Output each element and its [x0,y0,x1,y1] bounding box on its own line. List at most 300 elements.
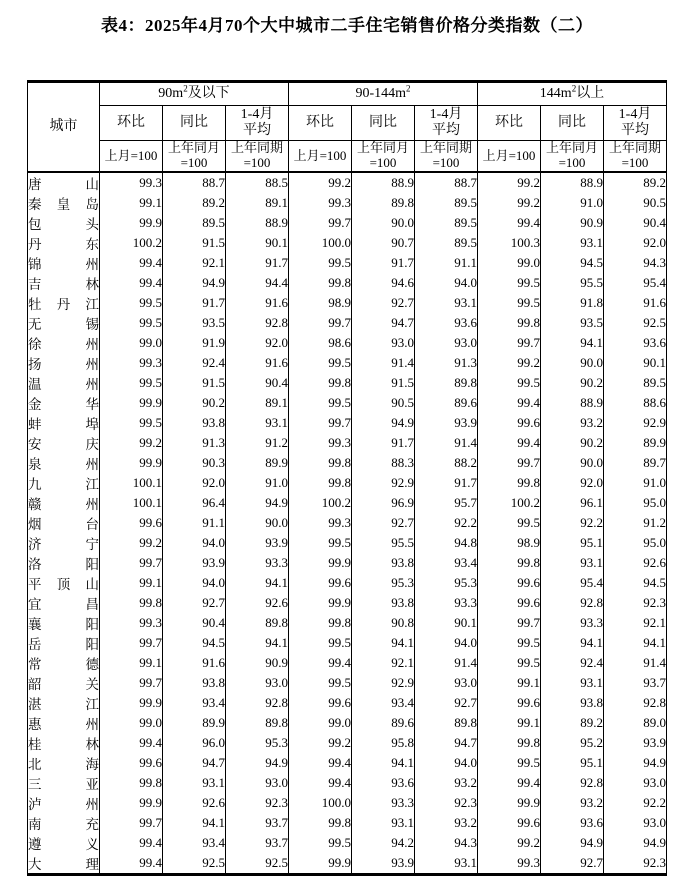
value-cell: 90.2 [163,393,226,413]
value-cell: 99.5 [478,513,541,533]
value-cell: 92.9 [352,673,415,693]
value-cell: 98.9 [478,533,541,553]
value-cell: 90.9 [541,213,604,233]
value-cell: 91.4 [604,653,667,673]
city-char: 亚 [85,777,99,793]
city-name [28,713,99,733]
city-char: 阳 [85,617,99,633]
value-cell: 100.1 [100,473,163,493]
value-cell: 99.9 [289,853,352,875]
city-char: 大 [28,857,42,873]
value-cell: 93.3 [352,793,415,813]
metric-header-0-0: 环比 [100,106,163,141]
value-cell: 93.2 [415,773,478,793]
value-cell: 99.8 [289,613,352,633]
value-cell: 98.6 [289,333,352,353]
value-cell: 92.5 [163,853,226,875]
value-cell: 99.7 [478,613,541,633]
metric-header-0-2: 1-4月 平均 [226,106,289,141]
city-cell [28,613,100,633]
value-cell: 99.8 [289,473,352,493]
value-cell: 99.5 [289,393,352,413]
value-cell: 99.6 [289,573,352,593]
city-cell [28,853,100,875]
value-cell: 93.9 [352,853,415,875]
city-name [28,513,99,533]
table-row [28,473,667,493]
value-cell: 99.4 [478,393,541,413]
value-cell: 99.2 [289,733,352,753]
value-cell: 93.0 [415,333,478,353]
city-char: 州 [85,457,99,473]
city-char: 湛 [28,697,42,713]
value-cell: 98.9 [289,293,352,313]
city-char: 九 [28,477,42,493]
base-header-0-2: 上年同期 =100 [226,141,289,173]
value-cell: 89.8 [226,613,289,633]
value-cell: 99.5 [289,633,352,653]
value-cell: 100.0 [289,793,352,813]
value-cell: 88.3 [352,453,415,473]
value-cell: 94.5 [541,253,604,273]
value-cell: 94.9 [604,753,667,773]
value-cell: 93.9 [604,733,667,753]
value-cell: 89.8 [415,373,478,393]
value-cell: 92.3 [604,593,667,613]
city-char: 关 [85,677,99,693]
value-cell: 93.1 [352,813,415,833]
value-cell: 95.3 [352,573,415,593]
value-cell: 99.0 [100,333,163,353]
value-cell: 92.8 [541,593,604,613]
value-cell: 94.7 [163,753,226,773]
value-cell: 99.1 [100,193,163,213]
value-cell: 99.6 [478,593,541,613]
table-row [28,213,667,233]
value-cell: 89.5 [415,193,478,213]
value-cell: 89.8 [352,193,415,213]
city-cell [28,333,100,353]
table-row [28,633,667,653]
value-cell: 95.0 [604,493,667,513]
table-row [28,573,667,593]
value-cell: 91.7 [163,293,226,313]
value-cell: 99.6 [478,813,541,833]
metric-header-2-2: 1-4月 平均 [604,106,667,141]
city-char: 台 [85,517,99,533]
city-char: 州 [85,257,99,273]
value-cell: 93.1 [541,233,604,253]
value-cell: 99.5 [100,313,163,333]
city-char: 赣 [28,497,42,513]
base-header-1-2: 上年同期 =100 [415,141,478,173]
city-char: 宜 [28,597,42,613]
city-cell [28,413,100,433]
table-row [28,853,667,875]
city-char: 遵 [28,837,42,853]
value-cell: 92.4 [541,653,604,673]
value-cell: 99.8 [478,313,541,333]
value-cell: 92.2 [415,513,478,533]
city-name [28,673,99,693]
price-index-table [27,80,667,876]
value-cell: 99.5 [478,753,541,773]
value-cell: 99.7 [478,333,541,353]
value-cell: 92.8 [226,693,289,713]
value-cell: 89.6 [352,713,415,733]
table-row [28,493,667,513]
value-cell: 89.9 [604,433,667,453]
city-cell [28,813,100,833]
value-cell: 90.8 [352,613,415,633]
city-char: 常 [28,657,42,673]
value-cell: 94.5 [163,633,226,653]
city-cell [28,172,100,193]
value-cell: 93.4 [163,833,226,853]
metric-header-1-1: 同比 [352,106,415,141]
city-char: 安 [28,437,42,453]
city-cell [28,353,100,373]
value-cell: 93.4 [352,693,415,713]
value-cell: 99.4 [289,773,352,793]
value-cell: 94.3 [604,253,667,273]
city-char: 州 [85,337,99,353]
value-cell: 94.8 [415,533,478,553]
value-cell: 90.4 [163,613,226,633]
value-cell: 99.4 [100,833,163,853]
city-char: 南 [28,817,42,833]
city-char: 充 [85,817,99,833]
value-cell: 93.4 [163,693,226,713]
value-cell: 93.7 [604,673,667,693]
value-cell: 89.5 [604,373,667,393]
value-cell: 93.4 [415,553,478,573]
value-cell: 99.0 [478,253,541,273]
value-cell: 94.1 [352,753,415,773]
city-char: 烟 [28,517,42,533]
city-name [28,193,99,213]
table-row [28,313,667,333]
group-header-1: $90-144m^2$ [289,82,478,106]
city-char: 徐 [28,337,42,353]
value-cell: 93.2 [415,813,478,833]
city-char: 泉 [28,457,42,473]
city-char: 理 [85,857,99,873]
value-cell: 99.8 [100,593,163,613]
city-char: 头 [85,217,99,233]
value-cell: 91.7 [226,253,289,273]
value-cell: 91.0 [226,473,289,493]
value-cell: 93.0 [226,773,289,793]
value-cell: 99.9 [100,453,163,473]
table-row [28,373,667,393]
value-cell: 99.3 [100,172,163,193]
city-name [28,493,99,513]
value-cell: 91.6 [163,653,226,673]
base-header-0-0: 上月=100 [100,141,163,173]
metric-header-1-0: 环比 [289,106,352,141]
value-cell: 93.7 [226,833,289,853]
value-cell: 88.6 [604,393,667,413]
table-row [28,293,667,313]
table-row [28,273,667,293]
table-row [28,733,667,753]
value-cell: 91.1 [163,513,226,533]
value-cell: 92.8 [226,313,289,333]
city-char: 山 [85,177,99,193]
value-cell: 96.0 [163,733,226,753]
city-char: 牡 [28,297,42,313]
base-header-1-1: 上年同月 =100 [352,141,415,173]
value-cell: 91.4 [415,433,478,453]
city-char: 吉 [28,277,42,293]
city-char: 义 [85,837,99,853]
city-cell [28,573,100,593]
value-cell: 99.5 [478,633,541,653]
value-cell: 99.2 [289,172,352,193]
value-cell: 94.7 [415,733,478,753]
city-name [28,553,99,573]
value-cell: 99.4 [289,753,352,773]
value-cell: 92.0 [163,473,226,493]
city-cell [28,393,100,413]
value-cell: 99.2 [478,833,541,853]
value-cell: 99.3 [100,353,163,373]
value-cell: 99.4 [478,433,541,453]
value-cell: 92.7 [163,593,226,613]
city-char: 江 [85,477,99,493]
value-cell: 94.9 [163,273,226,293]
value-cell: 93.1 [541,553,604,573]
value-cell: 93.6 [541,813,604,833]
value-cell: 99.3 [478,853,541,875]
value-cell: 89.1 [226,393,289,413]
superscript: 2 [571,83,577,94]
table-body [28,172,667,875]
table-row [28,613,667,633]
value-cell: 91.5 [163,373,226,393]
table-row [28,353,667,373]
value-cell: 94.9 [226,753,289,773]
value-cell: 94.1 [541,633,604,653]
city-char: 岛 [85,197,99,213]
group-header-2: $144m^2$以上 [478,82,667,106]
table-row [28,193,667,213]
value-cell: 93.2 [541,413,604,433]
city-char: 丹 [28,237,42,253]
value-cell: 99.9 [289,553,352,573]
value-cell: 95.8 [352,733,415,753]
city-name [28,573,99,593]
value-cell: 93.1 [541,673,604,693]
city-char: 金 [28,397,42,413]
value-cell: 88.7 [415,172,478,193]
value-cell: 90.1 [415,613,478,633]
value-cell: 93.8 [352,593,415,613]
metric-header-2-0: 环比 [478,106,541,141]
value-cell: 99.4 [100,273,163,293]
city-cell [28,553,100,573]
value-cell: 93.1 [226,413,289,433]
value-cell: 90.4 [604,213,667,233]
value-cell: 90.0 [226,513,289,533]
city-char: 州 [85,357,99,373]
city-char: 惠 [28,717,42,733]
value-cell: 92.6 [604,553,667,573]
value-cell: 94.0 [415,633,478,653]
city-name [28,433,99,453]
table-row [28,453,667,473]
value-cell: 91.4 [352,353,415,373]
value-cell: 99.5 [100,413,163,433]
value-cell: 94.4 [226,273,289,293]
value-cell: 99.8 [289,373,352,393]
value-cell: 91.6 [226,353,289,373]
value-cell: 94.9 [541,833,604,853]
value-cell: 92.1 [163,253,226,273]
value-cell: 90.4 [226,373,289,393]
city-name [28,253,99,273]
city-cell [28,213,100,233]
value-cell: 94.1 [352,633,415,653]
value-cell: 95.2 [541,733,604,753]
value-cell: 93.0 [604,813,667,833]
value-cell: 93.1 [163,773,226,793]
value-cell: 99.1 [100,573,163,593]
value-cell: 94.0 [415,273,478,293]
value-cell: 99.6 [478,573,541,593]
value-cell: 95.3 [226,733,289,753]
city-name [28,693,99,713]
value-cell: 99.0 [100,713,163,733]
page-title: 表4：2025年4月70个大中城市二手住宅销售价格分类指数（二） [101,16,593,35]
value-cell: 99.5 [478,653,541,673]
value-cell: 88.5 [226,172,289,193]
city-char: 江 [85,697,99,713]
value-cell: 99.4 [289,653,352,673]
city-char: 扬 [28,357,42,373]
value-cell: 94.2 [352,833,415,853]
document-page [0,16,694,873]
value-cell: 93.6 [604,333,667,353]
value-cell: 99.5 [289,673,352,693]
value-cell: 99.8 [478,553,541,573]
city-name [28,653,99,673]
city-name [28,533,99,553]
header-row-bases [28,141,667,173]
city-char: 丹 [56,297,71,313]
city-char: 岳 [28,637,42,653]
value-cell: 99.4 [100,733,163,753]
city-cell [28,433,100,453]
value-cell: 99.6 [478,693,541,713]
value-cell: 93.2 [541,793,604,813]
table-row [28,433,667,453]
value-cell: 91.9 [163,333,226,353]
city-cell [28,713,100,733]
value-cell: 90.5 [604,193,667,213]
value-cell: 92.8 [604,693,667,713]
value-cell: 93.1 [415,293,478,313]
value-cell: 95.7 [415,493,478,513]
metric-header-0-1: 同比 [163,106,226,141]
value-cell: 99.6 [289,693,352,713]
city-cell [28,793,100,813]
city-char: 州 [85,377,99,393]
city-cell [28,833,100,853]
city-char: 锦 [28,257,42,273]
value-cell: 99.7 [100,673,163,693]
value-cell: 99.5 [100,293,163,313]
value-cell: 90.0 [541,453,604,473]
city-name [28,833,99,853]
value-cell: 91.0 [604,473,667,493]
value-cell: 90.0 [352,213,415,233]
value-cell: 93.5 [163,313,226,333]
value-cell: 93.0 [226,673,289,693]
value-cell: 93.3 [226,553,289,573]
value-cell: 95.1 [541,753,604,773]
value-cell: 89.7 [604,453,667,473]
city-char: 庆 [85,437,99,453]
header-row-metrics [28,106,667,141]
value-cell: 92.1 [604,613,667,633]
city-char: 包 [28,217,42,233]
city-cell [28,633,100,653]
value-cell: 88.9 [541,393,604,413]
value-cell: 99.7 [289,413,352,433]
value-cell: 93.0 [352,333,415,353]
value-cell: 89.8 [415,713,478,733]
value-cell: 99.6 [478,413,541,433]
value-cell: 99.2 [100,533,163,553]
city-char: 韶 [28,677,42,693]
city-char: 宁 [85,537,99,553]
city-cell [28,533,100,553]
value-cell: 99.8 [289,813,352,833]
value-cell: 92.5 [226,853,289,875]
value-cell: 88.9 [541,172,604,193]
value-cell: 89.1 [226,193,289,213]
value-cell: 99.9 [100,213,163,233]
metric-header-2-1: 同比 [541,106,604,141]
city-char: 林 [85,737,99,753]
value-cell: 92.5 [604,313,667,333]
value-cell: 90.2 [541,373,604,393]
base-header-0-1: 上年同月 =100 [163,141,226,173]
value-cell: 95.0 [604,533,667,553]
city-cell [28,193,100,213]
city-char: 州 [85,497,99,513]
city-char: 平 [28,577,42,593]
base-header-2-0: 上月=100 [478,141,541,173]
value-cell: 99.7 [289,313,352,333]
table-row [28,413,667,433]
value-cell: 99.7 [100,813,163,833]
city-char: 皇 [56,197,71,213]
value-cell: 95.3 [415,573,478,593]
value-cell: 99.5 [289,833,352,853]
value-cell: 91.0 [541,193,604,213]
city-char: 德 [85,657,99,673]
value-cell: 91.3 [415,353,478,373]
table-row [28,833,667,853]
table-row [28,673,667,693]
value-cell: 92.4 [163,353,226,373]
value-cell: 93.6 [352,773,415,793]
value-cell: 94.0 [163,533,226,553]
value-cell: 99.4 [478,773,541,793]
